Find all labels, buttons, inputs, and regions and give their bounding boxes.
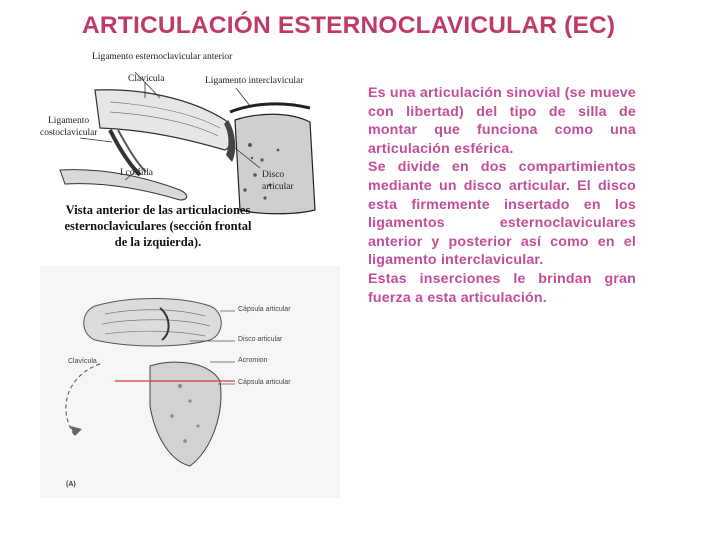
label-costoclavicular-1: Ligamento [48,116,90,126]
label-panel-a: (A) [66,481,76,488]
joint-section-figure [40,266,340,498]
paragraph-3: Estas inserciones le brindan gran fuerza a esta articulación. [368,270,636,306]
description-text [368,84,636,307]
label-capsule-2: Cápsula articular [238,379,291,386]
label-costoclavicular-2: costoclavicular [40,128,98,138]
paragraph-2: Se divide en dos compartimientos mediante un disco articular. El disco esta firmemente insertado en los ligamentos esternoclaviculares anterior y posterior así como en el ligamento interclavicular. [368,159,636,269]
joint-section-illustration [40,266,340,498]
label-interclavicular-ligament: Ligamento interclavicular [205,76,304,86]
sternoclavicular-anatomy-figure [40,50,340,265]
paragraph-1: Es una articulación sinovial (se mueve con libertad) del tipo de silla de montar que funciona como una articulación esférica. [368,85,636,157]
label-clavicle: Clavícula [128,74,165,84]
figure-caption: Vista anterior de las articulaciones esternoclaviculares (sección frontal de la izquierda). [64,203,252,249]
label-articular-disc: Disco articular [238,336,283,343]
slide-title: ARTICULACIÓN ESTERNOCLAVICULAR (EC) [82,12,616,39]
label-disc-2: articular [262,182,294,192]
label-acromion: Acromion [238,357,268,364]
label-first-rib: I costilla [120,168,153,178]
label-disc-1: Disco [262,170,285,180]
label-ligament-anterior: Ligamento esternoclavicular anterior [92,52,233,62]
label-clavicle-bottom: Clavícula [68,358,97,365]
label-capsule: Cápsula articular [238,306,291,313]
